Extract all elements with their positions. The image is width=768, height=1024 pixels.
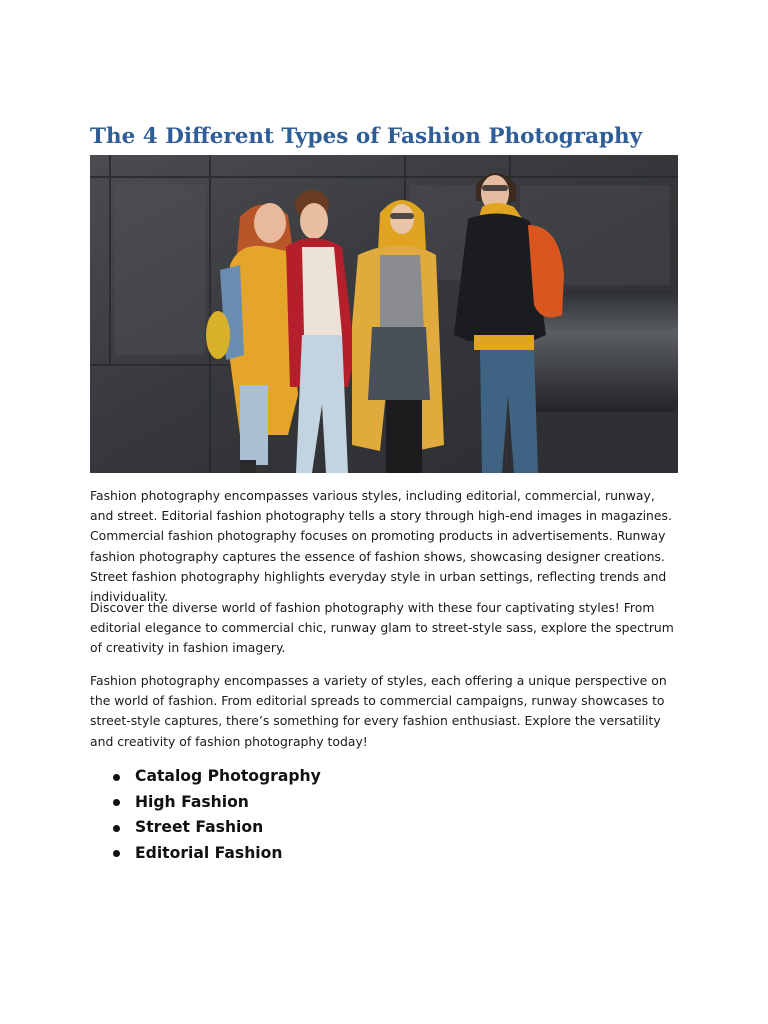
- bullet-icon: [113, 774, 120, 781]
- bullet-icon: [113, 850, 120, 857]
- list-item: [90, 815, 321, 841]
- list-item: [90, 841, 321, 867]
- bullet-icon: [113, 799, 120, 806]
- paragraph-variety: Fashion photography encompasses a variety of styles, each offering a unique perspective on the world of fashion. From editorial spreads to commercial campaigns, runway showcases to street-style captures, there’s something for every fashion enthusiast. Explore the versatility and creativity of fashion photography today!: [90, 673, 667, 749]
- list-item-label: Catalog Photography: [135, 767, 321, 785]
- bullet-icon: [113, 825, 120, 832]
- group-photo-illustration: [90, 155, 678, 473]
- list-item-label: Editorial Fashion: [135, 843, 283, 862]
- list-item: [90, 764, 321, 790]
- paragraph-intro: Fashion photography encompasses various styles, including editorial, commercial, runway, and street. Editorial fashion photography tells a story through high-end images in magazines. Commercial fashion photography focuses on promoting products in advertisements. Runway fashion photography captures the essence of fashion shows, showcasing designer creations. Street fashion photography highlights everyday style in urban settings, reflecting trends and individuality.: [90, 488, 672, 605]
- group-photo: [90, 155, 678, 473]
- page-title: The 4 Different Types of Fashion Photography: [90, 124, 643, 149]
- paragraph-discover: Discover the diverse world of fashion photography with these four captivating styles! From editorial elegance to commercial chic, runway glam to street-style sass, explore the spectrum of creativity in fashion imagery.: [90, 600, 674, 656]
- list-item-label: Street Fashion: [135, 818, 264, 837]
- list-item: [90, 790, 321, 816]
- photography-types-list: [90, 764, 321, 866]
- list-item-label: High Fashion: [135, 792, 249, 811]
